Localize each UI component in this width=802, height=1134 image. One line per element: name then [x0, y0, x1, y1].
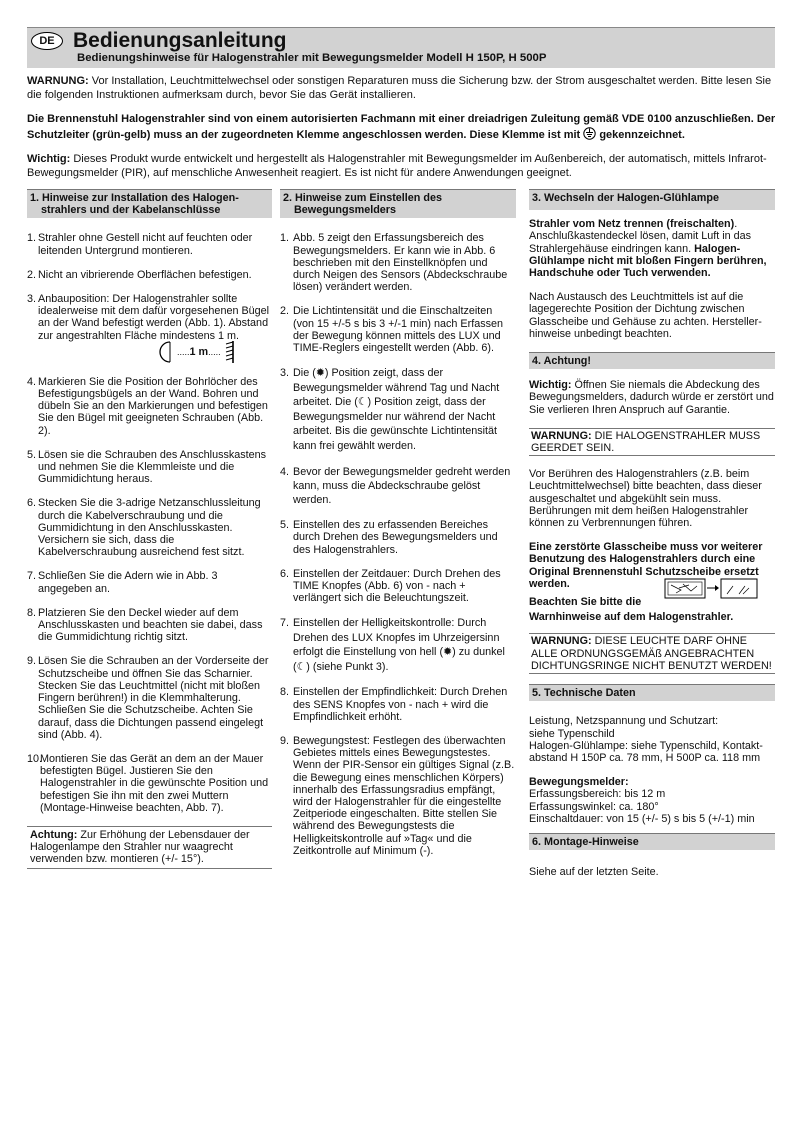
intro-installation: Die Brennenstuhl Halogenstrahler sind von einem autorisierten Fachmann mit einer dreiadrigen Zuleitung gemäß VDE 0100 anzuschließen. Der Schutzleiter (grün-gelb) muss an der zugeordneten Klemme angeschlossen werden. Diese Klemme ist mit gekennzeichnet. [27, 113, 776, 141]
section-motion-settings [280, 189, 516, 869]
lamp-change-text: Strahler vom Netz trennen (freischalten). Anschlußkastendeckel lösen, damit Luft in das Strahlergehäuse eindringen kann. Halogen-Glühlampe nicht mit bloßen Fingern berühren, Handschuhe oder Tuch verwenden. [529, 218, 767, 280]
list-item: 7. Schließen Sie die Adern wie in Abb. 3 angegeben an. [27, 570, 218, 595]
motion-steps [280, 232, 516, 857]
sun-icon: ✹ [315, 367, 325, 380]
list-item: 2. Nicht an vibrierende Oberflächen befestigen. [27, 268, 252, 281]
list-item: 5. Einstellen des zu erfassenden Bereiches durch Drehen des Bewegungsmelders und des Halogenstrahlers. [280, 519, 498, 556]
list-item: 3. Die (✹) Position zeigt, dass der Bewegungsmelder während Tag und Nacht arbeitet. Die (☾) Position zeigt, dass der Bewegungsmelder nur während der Nacht arbeitet. Bis die gewünschte Lichtintensität kann frei gewählt werden. [280, 367, 500, 452]
mounting-text: Siehe auf der letzten Seite. [529, 866, 659, 879]
section-lamp-heading: 3. Wechseln der Halogen-Glühlampe [529, 189, 775, 210]
list-item: 8. Einstellen der Empfindlichkeit: Durch Drehen des SENS Knopfes von - nach + wird die Empfindlichkeit erhöht. [280, 686, 508, 723]
section-motion-heading: 2. Hinweise zum Einstellen des Bewegungsmelders [280, 189, 516, 218]
specs-line: Halogen-Glühlampe: siehe Typenschild, Kontakt-abstand H 150P ca. 78 mm, H 500P ca. 118 mm [529, 739, 763, 764]
section-attention-heading: 4. Achtung! [529, 352, 775, 369]
list-item: 4. Markieren Sie die Position der Bohrlöcher des Befestigungsbügels an der Wand. Bohren und dübeln Sie an den Markierungen und befestigen Sie den Bügel mit geeigneten Schrauben (Abb. 2). [27, 375, 268, 437]
touch-warning-text: Vor Berühren des Halogenstrahlers (z.B. beim Leuchtmittelwechsel) bitte beachten, dass dieser ausgeschaltet und abgekühlt sein muss. Berührungen mit dem heißen Halogenstrahler können zu Verbrennungen führen. [529, 468, 762, 530]
list-item: 1. Abb. 5 zeigt den Erfassungsbereich des Bewegungsmelders. Er kann wie in Abb. 6 beschrieben mit den Einstellknöpfen und durch Neigen des Sensors (Abdeckschraube lösen) verändert werden. [280, 232, 508, 294]
page-subtitle: Bedienungshinweise für Halogenstrahler mit Bewegungsmelder Modell H 150P, H 500P [77, 52, 547, 64]
list-item: 1. Strahler ohne Gestell nicht auf feuchten oder leitenden Untergrund montieren. [27, 232, 253, 257]
specs-line: siehe Typenschild [529, 727, 615, 740]
specs-line: Erfassungswinkel: ca. 180° [529, 800, 659, 813]
section-installation-heading: 1. Hinweise zur Installation des Halogen- strahlers und der Kabelanschlüsse [27, 189, 272, 218]
seal-ring-warning: WARNUNG: DIESE LEUCHTE DARF OHNE ALLE ORDNUNGSGEMÄß ANGEBRACHTEN DICHTUNGSRINGE NICHT BENUTZT WERDEN! [529, 633, 775, 674]
specs-line: Erfassungsbereich: bis 12 m [529, 788, 666, 801]
specs-line: Leistung, Netzspannung und Schutzart: [529, 715, 719, 728]
broken-glass-replacement-icon [661, 576, 761, 602]
wall-icon [224, 340, 236, 364]
intro-important: Wichtig: Dieses Produkt wurde entwickelt und hergestellt als Halogenstrahler mit Bewegungsmelder im Außenbereich, der automatisch, mittels Infrarot-Bewegungsmelder (PIR), auf menschliche Anwesenheit reagiert. Es ist nicht für andere Anwendungen geeignet. [27, 153, 767, 179]
floodlight-icon [158, 341, 174, 363]
intro-warning: WARNUNG: Vor Installation, Leuchtmittelwechsel oder sonstigen Reparaturen muss die Sicherung bzw. der Strom ausgeschaltet werden. Bitte lesen Sie die folgenden Instruktionen aufmerksam durch, bevor Sie das Gerät installieren. [27, 75, 772, 101]
list-item: 4. Bevor der Bewegungsmelder gedreht werden kann, muss die Abdeckschraube gelöst werden. [280, 466, 511, 507]
list-item: 6. Einstellen der Zeitdauer: Durch Drehen des TIME Knopfes (Abb. 6) von - nach + verlängert sich die Beleuchtungszeit. [280, 567, 501, 605]
list-item: 9. Lösen Sie die Schrauben an der Vorderseite der Schutzscheibe und öffnen Sie das Scharnier. Stecken Sie das Leuchtmittel (nicht mit bloßen Fingern berühren!) in die Klemmhalterung. Schließen Sie die Schutzscheibe. Achten Sie darauf, dass die Dichtungen passend eingelegt sind (Abb. 4). [27, 655, 269, 741]
attention-block: Beachten Sie bitte die Warnhinweise auf dem Halogenstrahler. [529, 596, 775, 623]
grounding-warning: WARNUNG: DIE HALOGENSTRAHLER MUSS GEERDET SEIN. [529, 428, 775, 456]
motion-specs-heading: Bewegungsmelder: [529, 776, 629, 789]
list-item: 8. Platzieren Sie den Deckel wieder auf dem Anschlusskasten und beachten sie dabei, dass die Gummidichtung richtig sitzt. [27, 606, 263, 644]
moon-icon: ☾ [296, 660, 307, 673]
distance-illustration: .....1 m..... [38, 340, 272, 364]
list-item: 3. Anbauposition: Der Halogenstrahler sollte idealerweise mit dem dafür vorgesehenen Bügel an der Wand befestigt werden (Abb. 1). Abstand zur angestrahlten Fläche mindestens 1 m. .....1 m..... [27, 293, 272, 364]
moon-icon: ☾ [357, 396, 368, 409]
language-badge: DE [31, 32, 63, 50]
list-item: 9. Bewegungstest: Festlegen des überwachten Gebietes mittels eines Bewegungstestes. Wenn der PIR-Sensor ein gültiges Signal (z.B. die Bewegung eines menschlichen Körpers) innerhalb des Erfassungsradius empfängt, wird der Halogenstrahler für die eingestellte Zeitperiode eingeschalten. Bitte stellen Sie während des Bewegungstests die Helligkeitskontrolle auf »Tag« und die Zeitkontrolle auf Minimum (-). [280, 735, 515, 857]
installation-steps [27, 232, 272, 814]
list-item: 7. Einstellen der Helligkeitskontrolle: Durch Drehen des LUX Knopfes im Uhrzeigersinn erfolgt die Einstellung von hell (✹) zu dunkel (☾) (siehe Punkt 3). [280, 617, 505, 673]
lamp-seal-text: Nach Austausch des Leuchtmittels ist auf die lagegerechte Position der Dichtung zwischen Glasscheibe und Gehäuse zu achten. Hersteller-hinweise unbedingt beachten. [529, 291, 762, 340]
list-item: 5. Lösen sie die Schrauben des Anschlusskastens und nehmen Sie die Klemmleiste und die Gummidichtung heraus. [27, 448, 267, 486]
page-header [27, 27, 775, 68]
page-title: Bedienungsanleitung [73, 29, 287, 52]
list-item: 10. Montieren Sie das Gerät an dem an der Mauer befestigten Bügel. Justieren Sie den Halogenstrahler in die gewünschte Position und befestigen Sie ihn mit den zwei Muttern (Montage-Hinweise beachten, Abb. 7). [27, 752, 269, 814]
section-mounting-heading: 6. Montage-Hinweise [529, 833, 775, 850]
section-right-column [529, 189, 775, 878]
list-item: 6. Stecken Sie die 3-adrige Netzanschlussleitung durch die Kabelverschraubung und die Gummidichtung in den Anschlusskasten. Versichern sie sich, dass die Kabelverschraubung ausreichend fest sitzt. [27, 497, 261, 559]
section-installation [27, 189, 272, 869]
attention-important: Wichtig: Öffnen Sie niemals die Abdeckung des Bewegungsmelders, dadurch würde er zerstört und Sie verlieren Ihren Anspruch auf Garantie. [529, 379, 774, 416]
ground-symbol-icon [583, 127, 596, 140]
section-specs-heading: 5. Technische Daten [529, 684, 775, 701]
lifetime-note: Achtung: Zur Erhöhung der Lebensdauer der Halogenlampe den Strahler nur waagrecht verwenden bzw. montieren (+/- 15°). [27, 826, 272, 869]
sun-icon: ✹ [443, 646, 453, 659]
glass-replacement-text: Eine zerstörte Glasscheibe muss vor weiterer Benutzung des Halogenstrahlers durch eine Original Brennenstuhl Schutzscheibe ersetzt werden. [529, 541, 763, 590]
list-item: 2. Die Lichtintensität und die Einschaltzeiten (von 15 +/-5 s bis 3 +/-1 min) nach Erfassen der Bewegung können mittels des LUX und TIME-Reglers eingestellt werden (Abb. 6). [280, 305, 504, 355]
specs-line: Einschaltdauer: von 15 (+/- 5) s bis 5 (+/-1) min [529, 812, 755, 825]
